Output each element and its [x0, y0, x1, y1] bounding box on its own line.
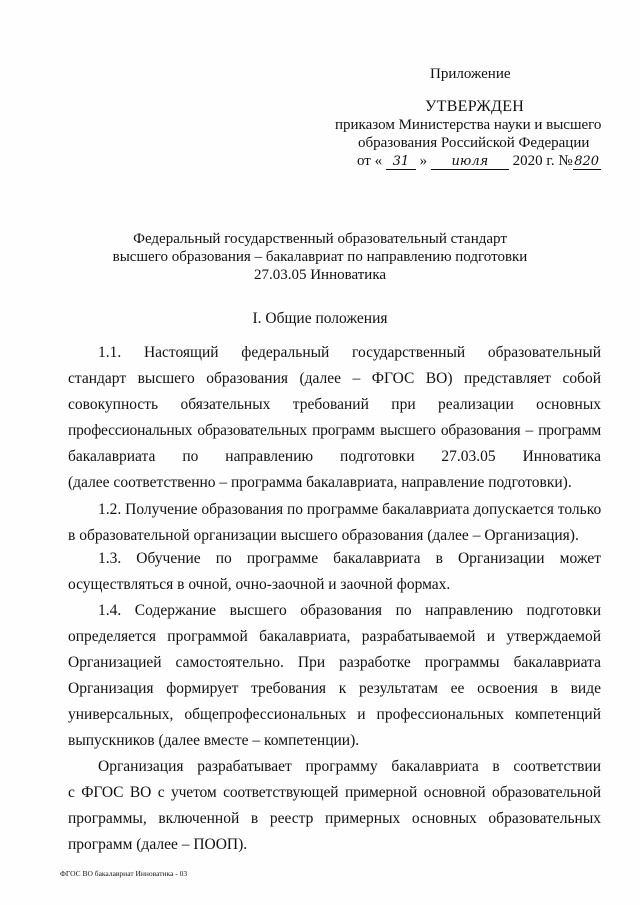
- paragraph-line: (далее соответственно – программа бакалавриата, направление подготовки).: [68, 474, 572, 491]
- paragraph-1-2: [68, 497, 601, 549]
- standard-title-line: Федеральный государственный образовательный стандарт: [133, 231, 507, 247]
- order-line-1: приказом Министерства науки и высшего: [335, 117, 602, 133]
- paragraph-1-1: [68, 340, 601, 496]
- date-mid: »: [419, 153, 428, 169]
- paragraph-1-3: [68, 546, 601, 598]
- paragraph-line: 1.4. Содержание высшего образования по направлению подготовки: [98, 602, 601, 619]
- order-date-line: [357, 153, 601, 170]
- paragraph-line: осуществляться в очной, очно-заочной и заочной формах.: [68, 576, 451, 593]
- paragraph-line: определяется программой бакалавриата, разрабатываемой и утверждаемой: [68, 628, 601, 645]
- paragraph-line: Организация формирует требования к результатам ее освоения в виде: [68, 680, 601, 697]
- paragraph-line: в образовательной организации высшего образования (далее – Организация).: [68, 527, 579, 544]
- paragraph-5: [68, 754, 601, 858]
- paragraph-line: 1.3. Обучение по программе бакалавриата в Организации может: [98, 550, 601, 567]
- appendix-label: Приложение: [430, 66, 511, 82]
- paragraph-line: профессиональных образовательных программ высшего образования – программ: [68, 422, 601, 439]
- paragraph-line: совокупность обязательных требований при реализации основных: [68, 396, 601, 413]
- order-number: 820: [574, 154, 600, 169]
- section-heading: I. Общие положения: [252, 310, 388, 327]
- paragraph-line: 1.2. Получение образования по программе бакалавриата допускается только: [98, 501, 602, 518]
- date-year: 2020 г. №: [512, 153, 573, 169]
- paragraph-line: Организацией самостоятельно. При разработке программы бакалавриата: [68, 654, 601, 671]
- paragraph-line: выпускников (далее вместе – компетенции).: [68, 732, 360, 749]
- standard-title-line: 27.03.05 Инноватика: [253, 267, 387, 283]
- paragraph-1-4: [68, 598, 601, 754]
- standard-title: [0, 230, 640, 284]
- paragraph-line: универсальных, общепрофессиональных и профессиональных компетенций: [68, 706, 601, 723]
- approved-heading: УТВЕРЖДЕН: [425, 98, 525, 115]
- paragraph-line: Организация разрабатывает программу бакалавриата в соответствии: [98, 758, 601, 775]
- paragraph-line: с ФГОС ВО с учетом соответствующей примерной основной образовательной: [68, 784, 601, 801]
- paragraph-line: программ (далее – ПООП).: [68, 836, 248, 853]
- standard-title-line: высшего образования – бакалавриат по направлению подготовки: [112, 249, 528, 265]
- order-line-2: образования Российской Федерации: [358, 135, 590, 151]
- date-month: июля: [431, 154, 509, 170]
- date-prefix: от «: [357, 153, 383, 169]
- page-footer: ФГОС ВО бакалавриат Инноватика - 03: [60, 869, 188, 878]
- date-day: 31: [386, 154, 416, 170]
- paragraph-line: стандарт высшего образования (далее – ФГОС ВО) представляет собой: [68, 370, 601, 387]
- paragraph-line: 1.1. Настоящий федеральный государственный образовательный: [98, 344, 601, 361]
- paragraph-line: бакалавриата по направлению подготовки 27.03.05 Инноватика: [68, 448, 601, 465]
- paragraph-line: программы, включенной в реестр примерных основных образовательных: [68, 810, 601, 827]
